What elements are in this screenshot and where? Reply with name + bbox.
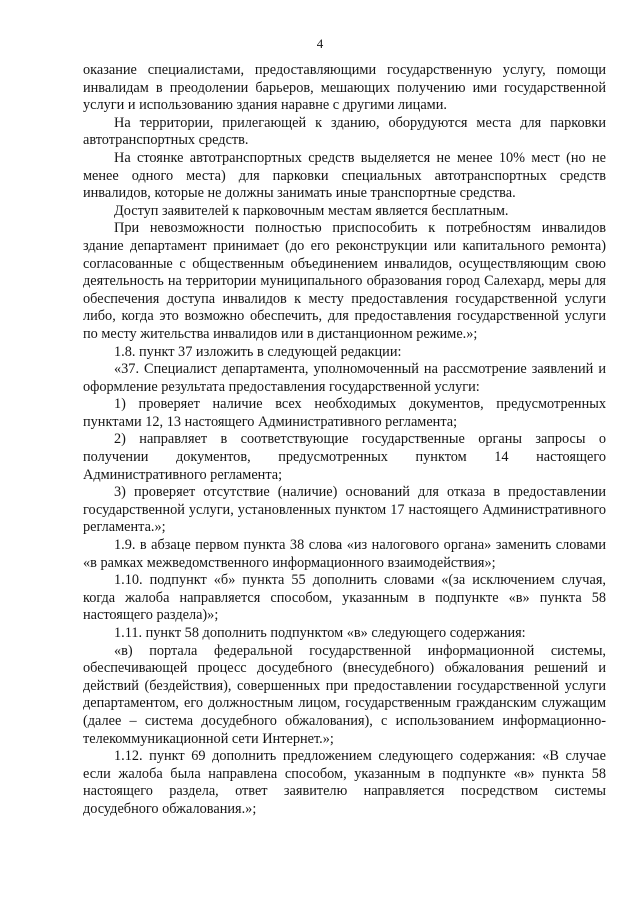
paragraph-item-1-11: 1.11. пункт 58 дополнить подпунктом «в» следующего содержания:	[114, 625, 526, 641]
paragraph-item-1-9: 1.9. в абзаце первом пункта 38 слова «из налогового органа» заменить словами «в рамках межведомственного информационного взаимодействия»;	[83, 537, 606, 571]
paragraph-item-1-10: 1.10. подпункт «б» пункта 55 дополнить словами «(за исключением случая, когда жалоба направляется способом, указанным в подпункте «в» пункта 58 настоящего раздела)»;	[83, 572, 606, 624]
paragraph-parking-free: Доступ заявителей к парковочным местам является бесплатным.	[114, 202, 509, 219]
paragraph-point-37: «37. Специалист департамента, уполномоченный на рассмотрение заявлений и оформление результата предоставления государственной услуги:	[83, 361, 606, 395]
paragraph-parking-territory: На территории, прилегающей к зданию, оборудуются места для парковки автотранспортных средств.	[83, 114, 606, 149]
paragraph-parking-disabled-share: На стоянке автотранспортных средств выделяется не менее 10% мест (но не менее одного места) для парковки специальных автотранспортных средств инвалидов, которые не должны занимать иные транспортные средства.	[83, 149, 606, 202]
paragraph-point-37-sub-3: 3) проверяет отсутствие (наличие) оснований для отказа в предоставлении государственной услуги, установленных пунктом 17 настоящего Административного регламента.»;	[83, 484, 606, 536]
paragraph-assistance-continuation: оказание специалистами, предоставляющими государственную услугу, помощи инвалидам в преодолении барьеров, мешающих получению ими государственной услуги и использованию здания наравне с другими лицами.	[83, 62, 606, 114]
paragraph-point-58-sub-v: «в) портала федеральной государственной информационной системы, обеспечивающей процесс досудебного (внесудебного) обжалования решений и действий (бездействия), совершенных при предоставлении государственной услуги департаментом, его должностным лицом, государственным гражданским служащим (далее – система досудебного обжалования), с использованием информационно-телекоммуникационной сети Интернет.»;	[83, 642, 606, 747]
paragraph-item-1-12: 1.12. пункт 69 дополнить предложением следующего содержания: «В случае если жалоба была направлена способом, указанным в подпункте «в» пункта 58 настоящего раздела, ответ заявителю направляется посредством системы досудебного обжалования.»;	[83, 748, 606, 817]
document-body	[83, 62, 606, 819]
paragraph-point-37-sub-2: 2) направляет в соответствующие государственные органы запросы о получении документов, предусмотренных пунктом 14 настоящего Административного регламента;	[83, 431, 606, 483]
paragraph-item-1-8: 1.8. пункт 37 изложить в следующей редакции:	[114, 343, 402, 360]
paragraph-point-37-sub-1: 1) проверяет наличие всех необходимых документов, предусмотренных пунктами 12, 13 настоящего Административного регламента;	[83, 396, 606, 430]
paragraph-accessibility-measures: При невозможности полностью приспособить к потребностям инвалидов здание департамент принимает (до его реконструкции или капитального ремонта) согласованные с общественным объединением инвалидов, осуществляющим свою деятельность на территории муниципального образования город Салехард, меры для обеспечения доступа инвалидов к месту предоставления государственной услуги либо, когда это возможно обеспечить, для предоставления государственной услуги по месту жительства инвалидов или в дистанционном режиме.»;	[83, 220, 606, 342]
page-number: 4	[316, 36, 324, 51]
